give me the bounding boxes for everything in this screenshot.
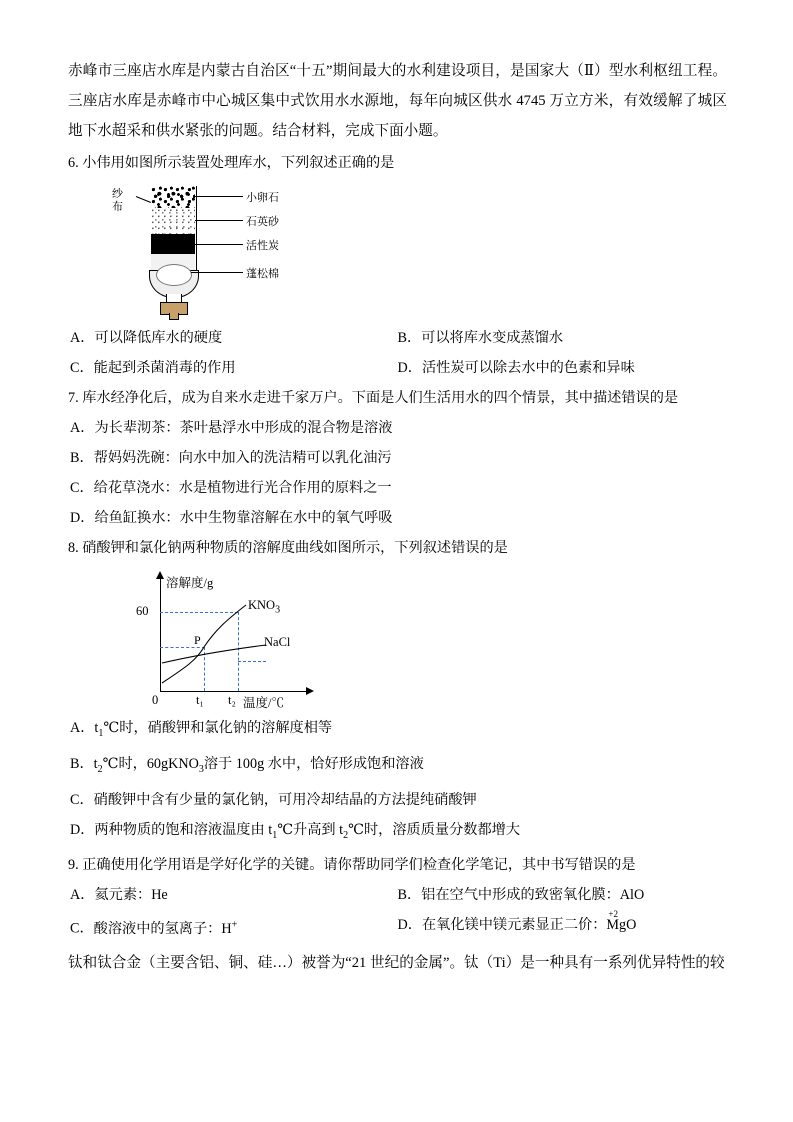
- question-7-option-c: [68, 473, 727, 503]
- filter-apparatus-figure: [96, 184, 346, 319]
- kno3-curve: [162, 605, 246, 683]
- question-8-number: 8.: [68, 540, 79, 556]
- option-a-text: 氦元素：He: [94, 887, 168, 904]
- option-b-text: 可以将库水变成蒸馏水: [421, 330, 564, 346]
- question-6-text: 小伟用如图所示装置处理库水，下列叙述正确的是: [82, 155, 395, 171]
- activated-carbon-layer: [151, 234, 195, 254]
- lead-line-gauze: [136, 196, 151, 203]
- x-tick-t1: t₁: [196, 693, 204, 707]
- question-6-options-row-2: [68, 353, 727, 383]
- option-d-key: D．: [397, 917, 422, 934]
- option-d-text: D．两种物质的饱和溶液温度由 $t_1℃$升高到 $t_2℃$时，溶质质量分数都增大: [70, 821, 521, 841]
- lead-line-carbon: [195, 244, 243, 245]
- question-6-options-row-1: [68, 323, 727, 353]
- label-quartz-sand: 石英砂: [246, 216, 279, 228]
- question-9-options-row-1: [68, 880, 727, 910]
- question-7-option-a: [68, 413, 727, 443]
- curve-paths: [88, 571, 378, 711]
- option-a-key: A．: [70, 330, 95, 346]
- question-7-option-b: [68, 443, 727, 473]
- option-d-text: 活性炭可以除去水中的色素和异味: [421, 360, 635, 376]
- y-tick-60: 60: [136, 604, 149, 618]
- nacl-curve: [162, 645, 266, 663]
- question-9-option-d: [398, 910, 728, 944]
- point-label-p: P: [194, 633, 201, 647]
- x-tick-t2: t₂: [228, 693, 236, 707]
- option-a-key: A．: [70, 420, 95, 436]
- option-d-key: D．: [397, 360, 422, 376]
- option-b-key: B．: [70, 450, 94, 466]
- label-fluffy-cotton: 蓬松棉: [246, 268, 279, 280]
- question-9-option-b: [398, 880, 728, 910]
- question-8-option-c: [68, 785, 727, 815]
- option-d-text: 在氧化镁中镁元素显正二价： +2 MgO: [421, 909, 637, 934]
- question-6-stem: [68, 148, 727, 178]
- question-6-option-d: [398, 353, 728, 383]
- option-b-text: 帮妈妈洗碗：向水中加入的洗洁精可以乳化油污: [93, 450, 392, 466]
- question-6-number: 6.: [68, 155, 79, 171]
- option-c-key: C．: [70, 480, 94, 496]
- question-9-stem: [68, 850, 727, 880]
- question-8-text: 硝酸钾和氯化钠两种物质的溶解度曲线如图所示，下列叙述错误的是: [82, 540, 508, 556]
- solubility-curve-chart: [88, 571, 378, 711]
- option-b-text: 铝在空气中形成的致密氧化膜：AlO: [421, 887, 645, 904]
- question-8-stem: [68, 533, 727, 563]
- option-b-key: B．: [397, 887, 422, 904]
- option-a-text: 为长辈沏茶：茶叶悬浮水中形成的混合物是溶液: [94, 420, 393, 436]
- label-gauze-2: 布: [112, 201, 123, 213]
- y-axis-label: 溶解度/g: [166, 576, 214, 590]
- quartz-sand-layer: [151, 208, 195, 234]
- question-9-number: 9.: [68, 857, 79, 874]
- option-d-key: D．: [70, 510, 95, 526]
- question-8-option-b: [68, 749, 727, 785]
- question-6-option-a: [68, 323, 398, 353]
- option-b-text: B．$t_2℃$时，60gKNO$_3$溶于 100g 水中，恰好形成饱和溶液: [70, 755, 424, 775]
- series-label-nacl: NaCl: [264, 635, 291, 649]
- intro-paragraph: 赤峰市三座店水库是内蒙古自治区“十五”期间最大的水利建设项目，是国家大（Ⅱ）型水利枢纽工程。三座店水库是赤峰市中心城区集中式饮用水水源地，每年向城区供水 4745 万立方米，有效缓解了城区地下水超采和供水紧张的问题。结合材料，完成下面小题。: [68, 63, 727, 139]
- label-gravel: 小卵石: [246, 192, 279, 204]
- option-c-text: 给花草浇水：水是植物进行光合作用的原料之一: [93, 480, 392, 496]
- option-c-key: C．: [70, 921, 94, 938]
- question-8-option-a: [68, 713, 727, 749]
- lead-line-gravel: [195, 196, 243, 197]
- question-6-option-b: [398, 323, 728, 353]
- question-7-text: 库水经净化后，成为自来水走进千家万户。下面是人们生活用水的四个情景，其中描述错误的是: [82, 390, 679, 406]
- question-7-number: 7.: [68, 390, 79, 406]
- option-d-text: 给鱼缸换水：水中生物靠溶解在水中的氧气呼吸: [94, 510, 393, 526]
- label-activated-carbon: 活性炭: [246, 240, 279, 252]
- option-a-text: A．$t_1℃$时，硝酸钾和氯化钠的溶解度相等: [70, 720, 333, 739]
- option-b-key: B．: [397, 330, 422, 346]
- question-9-text: 正确使用化学用语是学好化学的关键。请你帮助同学们检查化学笔记，其中书写错误的是: [82, 857, 636, 874]
- option-a-text: 可以降低库水的硬度: [94, 330, 223, 346]
- lead-line-cotton: [191, 272, 243, 273]
- question-9-option-c: [68, 910, 398, 944]
- series-label-kno3: $KNO_3$: [248, 598, 281, 616]
- closing-paragraph: 钛和钛合金（主要含铝、铜、硅…）被誉为“21 世纪的金属”。钛（Ti）是一种具有一系列优异特性的较: [68, 955, 725, 972]
- gravel-layer: [151, 186, 195, 208]
- option-c-key: C．: [70, 360, 94, 376]
- option-c-text: C．硝酸钾中含有少量的氯化钠，可用冷却结晶的方法提纯硝酸钾: [70, 791, 477, 808]
- question-6-option-c: [68, 353, 398, 383]
- cotton-blob: [156, 264, 192, 286]
- question-7-stem: [68, 383, 727, 413]
- option-a-key: A．: [70, 887, 95, 904]
- x-tick-0: 0: [152, 693, 159, 707]
- question-9-options-row-2: [68, 910, 727, 944]
- outlet-spout: [169, 313, 179, 320]
- question-9-option-a: [68, 880, 398, 910]
- question-7-option-d: [68, 503, 727, 533]
- lead-line-sand: [195, 220, 243, 221]
- x-axis-label: 温度/℃: [243, 696, 284, 710]
- option-c-text: 能起到杀菌消毒的作用: [93, 360, 236, 376]
- question-8-option-d: [68, 815, 727, 851]
- option-c-text: 酸溶液中的氢离子：H+: [93, 919, 238, 938]
- label-gauze-1: 纱: [112, 188, 123, 200]
